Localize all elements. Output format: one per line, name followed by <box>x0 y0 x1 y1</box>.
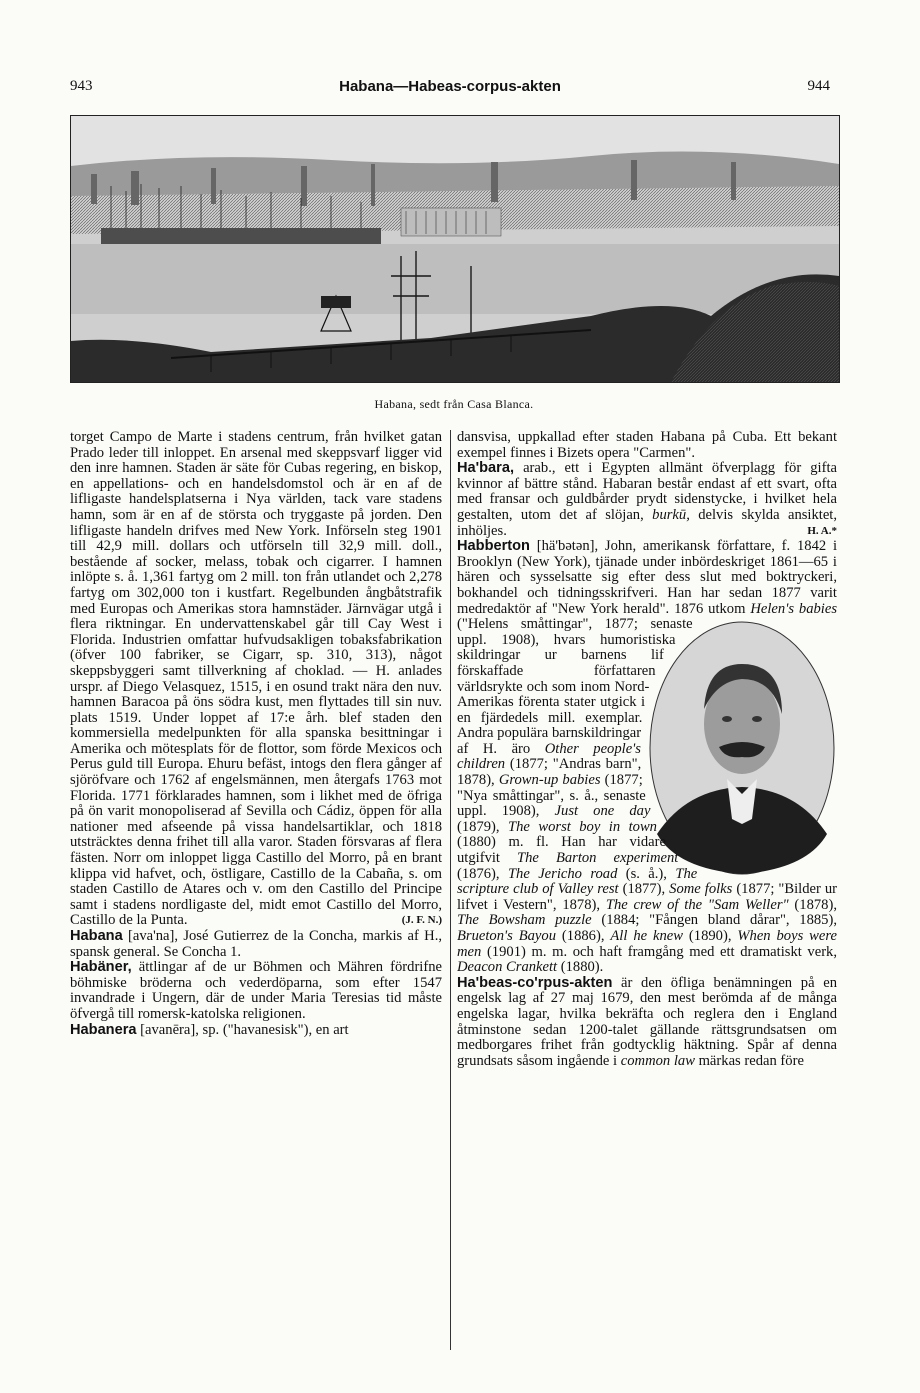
entry-text: arab., ett i Egypten allmänt öfverplagg för gifta kvinnor af bättre stånd. Habaran består endast af ett svart, ofta med fransar och guldbårder prydt sidenstycke, i hvilket hela gestalten, utom det af slöjan, <box>457 460 837 523</box>
headword: Habäner, <box>70 959 132 976</box>
figure-caption: Habana, sedt från Casa Blanca. <box>374 397 534 411</box>
entry-text: delvis skylda ansiktet, inhöljes. <box>457 506 837 539</box>
entry-text: märkas redan före <box>694 1052 804 1069</box>
entry-habara <box>457 461 837 539</box>
column-divider <box>450 430 451 1350</box>
harbor-engraving-image <box>71 116 839 382</box>
work-title: Helen's babies <box>750 600 837 617</box>
work-title: The worst boy in town <box>508 818 657 835</box>
headword: Habana <box>70 928 123 944</box>
page-header <box>70 78 830 98</box>
habana-city-text: torget Campo de Marte i stadens centrum, från hvilket gatan Prado leder till inloppet. En arsenal med skeppsvarf ligger vid den inre hamnen. Staden är säte för Cubas regering, en biskop, en appellations- och en handelsdomstol och är en af de lifligaste handelsplatserna i Nya världen, tack vare stadens hamn, som är en af de största och tryggaste på jorden. Den lifligaste handeln drifves med New York. Införseln steg 1901 till 42,9 mill. dollars och utförseln till 32,9 mill. doll., bestående af socker, melass, tobak och cigarrer. I hamnen inlöpte s. å. 1,361 fartyg om 2 mill. ton från utlandet och 2,278 fartyg om 302,000 ton i kustfart. Regelbunden ångbåtstrafik med Europas och Amerikas stora hamnstäder. Järnvägar utgå i flera riktningar. En undervattenskabel går till Cay West i Florida. Industrien omfattar hufvudsakligen tobaksfabrikation (öfver 100 fabriker, se Cigarr, sp. 310, 313), något skeppsbyggeri samt tillverkning af choklad. — H. anlades urspr. af Diego Velasquez, 1515, i en osund trakt nära den nuv. hamnen Baracoa på öns södra kust, men flyttades till sin nuv. plats 1519. Under loppet af 17:e årh. blef staden den kommersiella medelpunkten för alla spanska besittningar i Amerika och mötesplats för de flottor, som förde Mexicos och Perus guld till Europa. Ehuru befäst, intogs den flera gånger af sjöröfvare och 1762 af engelsmännen, men återgafs 1763 mot Florida. 1771 förklarades hamnen, som i likhet med de öfriga på ön varit monopoliserad af Sevilla och Cádiz, öppen för alla nationer med afseende på vissa handelsartiklar, och 1818 utsträcktes denna frihet till alla varor. Staden försvaras af flera fästen. Norr om inloppet ligga Castillo del Morro, på en brant klippa vid hafvet, och, östligare, Castillo de la Cabaña, s. om staden Castillo de Atares och v. om den Castillo del Principe samt i stadens nordligaste del, midt emot Castillo del Morro, Castillo de la Punta. <box>70 430 442 929</box>
right-column <box>457 430 837 1345</box>
entry-text: (1884; "Fången bland dårar", 1885), <box>591 912 837 929</box>
term-italic: common law <box>620 1052 695 1069</box>
entry-text: (1877; "Nya småttingar", s. å., senaste uppl. 1908), <box>457 772 646 820</box>
headword: Ha'bara, <box>457 460 515 477</box>
entry-habana-concha <box>70 929 442 960</box>
entry-text: (1880). <box>557 959 604 976</box>
work-title: The Jericho road <box>507 865 618 882</box>
work-title: Other people's children <box>457 740 641 773</box>
entry-italic: burkū, <box>652 506 690 523</box>
headword: Habanera <box>70 1021 137 1038</box>
entry-text: (1877; "Bilder ur lifvet i Vestern", 1878), <box>457 881 837 913</box>
entry-text: (1877), <box>618 881 670 898</box>
work-title: Deacon Crankett <box>457 959 558 976</box>
page-number-left: 943 <box>70 78 93 94</box>
entry-text: (1878), <box>788 896 837 913</box>
habana-city-entry-continued <box>70 430 442 929</box>
entry-text: (1880) m. fl. Han har vidare utgifvit <box>457 834 666 867</box>
page-number-right: 944 <box>807 78 830 94</box>
entry-text: [hä'bətən], John, amerikansk författare, f. 1842 i Brooklyn (New York), tjänade under inbördeskriget 1861—65 i hären och sysselsatte sig efter dess slut med boktryckeri, bokhandel och tidningsskrifveri. Han har sedan 1877 varit medredaktör af "New York herald". 1876 utkom <box>457 538 837 617</box>
entry-habeas-corpus-akten <box>457 976 837 1070</box>
entry-text: (1876), <box>457 865 508 882</box>
work-title: Brueton's Bayou <box>457 928 557 944</box>
author-signature: (J. F. N.) <box>401 914 442 927</box>
entry-text: [avanēra], sp. ("havanesisk"), en art <box>136 1021 349 1038</box>
entry-habaner <box>70 960 442 1022</box>
portrait-image <box>647 619 837 877</box>
headword: Ha'beas-co'rpus-akten <box>457 974 613 991</box>
harbor-engraving <box>70 115 840 383</box>
running-title: Habana—Habeas-corpus-akten <box>339 78 561 95</box>
entry-text: (1879), <box>457 818 509 835</box>
work-title: Grown-up babies <box>498 772 601 789</box>
work-title: The Barton experiment <box>517 850 679 867</box>
entry-text: (1886), <box>556 928 611 944</box>
entry-habanera <box>70 1023 442 1039</box>
work-title: All he knew <box>610 928 683 944</box>
left-column <box>70 430 442 1345</box>
habanera-entry-continued: dansvisa, uppkallad efter staden Habana på Cuba. Ett bekant exempel finnes i Bizets opera "Carmen". <box>457 430 837 461</box>
entry-text: ättlingar af de ur Böhmen och Mähren fördrifne böhmiske bröderna och vederdöparna, som efter 1547 invandrade i Ungern, där de under Maria Teresias tid måste öfvergå till romersk-katolska religionen. <box>70 959 442 1022</box>
work-title: Just one day <box>554 803 651 820</box>
work-title: The crew of the "Sam Weller" <box>605 896 789 913</box>
entry-text: [ava'na], José Gutierrez de la Concha, markis af H., spansk general. Se Concha 1. <box>70 928 442 960</box>
work-title: When boys were men <box>457 928 837 960</box>
work-title: The Bowsham puzzle <box>457 912 592 929</box>
entry-text: ("Helens småttingar", 1877; senaste uppl. 1908), hvars humoristiska skildringar ur barnens lif förskaffade författaren världsrykte och som inom Nord-Amerikas förenta stater utgick i en fjärdedels mill. exemplar. Andra populära barnskildringar af H. äro <box>457 616 693 757</box>
entry-text: (1877; "Andras barn", 1878), <box>457 756 642 789</box>
entry-habberton <box>457 539 837 976</box>
entry-text: (1890), <box>683 928 738 944</box>
work-title: Some folks <box>669 881 733 898</box>
habberton-portrait <box>647 619 837 877</box>
author-signature: H. A.* <box>807 524 837 537</box>
headword: Habberton <box>457 538 530 555</box>
work-title: The scripture club of Valley rest <box>457 865 698 898</box>
entry-text: är den öfliga benämningen på en engelsk lag af 27 maj 1679, den mest berömda af de många engelska lagar, hvilka bekräfta och reglera den i England åtminstone sedan 1200-talet gällande rättsgrundsatsen om medborgares frihet från godtycklig häktning. Spår af denna grundsats såsom ingående i <box>457 974 837 1069</box>
entry-text: (s. å.), <box>617 865 676 882</box>
entry-text: (1901) m. m. och haft framgång med ett dramatiskt verk, <box>481 943 837 960</box>
